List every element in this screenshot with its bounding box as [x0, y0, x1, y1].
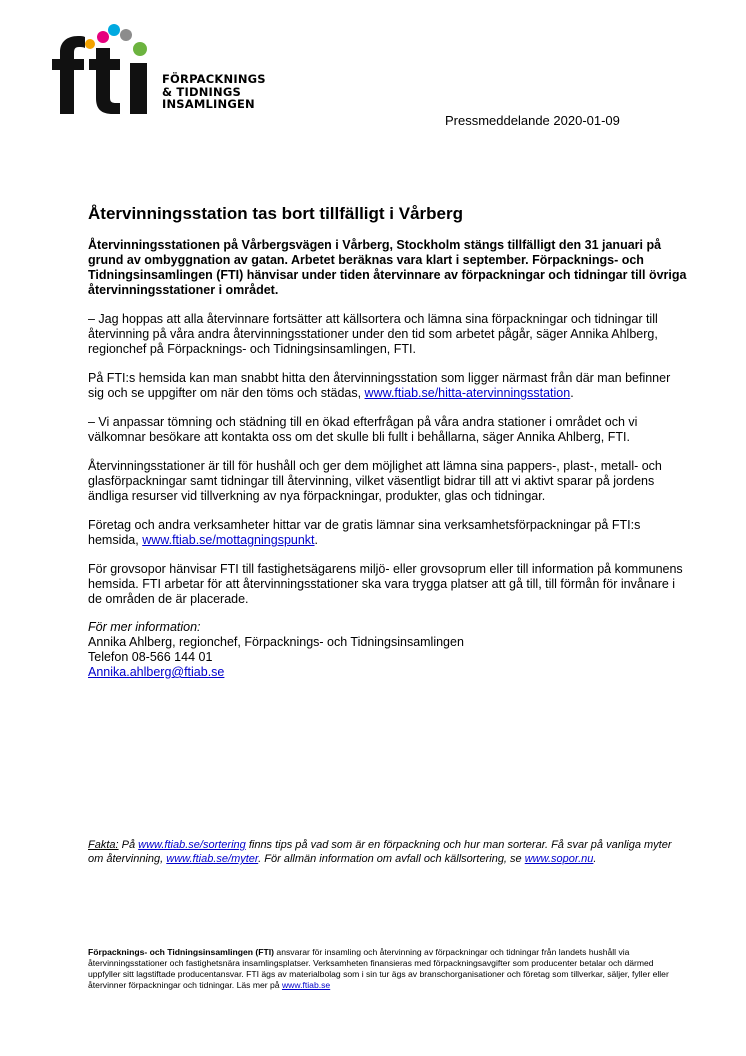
paragraph-6: För grovsopor hänvisar FTI till fastighetsägarens miljö- eller grovsoprum eller till information på kommunens hemsida. FTI arbetar för att återvinningsstationer ska vara trygga platser att gå till, till förmån för invånare i de områden de är placerade. — [88, 562, 683, 606]
logo-line-3: INSAMLINGEN — [162, 97, 255, 111]
sortering-link[interactable]: www.ftiab.se/sortering — [138, 839, 246, 851]
logo-dot-pink — [97, 31, 109, 43]
ftiab-link[interactable]: www.ftiab.se — [281, 980, 331, 990]
paragraph-5-text: Företag och andra verksamheter hittar var de gratis lämnar sina verksamhetsförpackningar på FTI:s hemsida, — [88, 518, 641, 547]
paragraph-4: Återvinningsstationer är till för hushåll och ger dem möjlighet att lämna sina pappers-, plast-, metall- och glasförpackningar samt tidningar till återvinning, vilket väsentligt bidrar till att vi aktivt sparar på jordens ändliga resurser vid tillverkning av nya förpackningar, produkter, glas och tidningar. — [88, 459, 662, 503]
contact-phone: Telefon 08-566 144 01 — [88, 650, 213, 664]
fakta-text-2: finns tips på vad som är en förpackning och hur man sorterar. Få svar på vanliga myter om återvinning, — [88, 839, 672, 865]
fakta-text-1: På — [118, 839, 139, 851]
fakta-box — [88, 838, 688, 866]
logo-dot-grey — [120, 29, 132, 41]
article-body — [88, 203, 688, 680]
contact-name: Annika Ahlberg, regionchef, Förpacknings- och Tidningsinsamlingen — [88, 635, 464, 649]
fakta-text-4: . — [593, 853, 597, 865]
logo-line-2: & TIDNINGS — [162, 84, 241, 99]
myter-link[interactable]: www.ftiab.se/myter — [166, 853, 259, 865]
logo-dot-orange — [85, 39, 95, 49]
article-title: Återvinningsstation tas bort tillfälligt i Vårberg — [88, 204, 463, 223]
contact-heading: För mer information: — [88, 620, 201, 634]
sopor-link[interactable]: www.sopor.nu — [524, 853, 594, 865]
footer-text: ansvarar för insamling och återvinning av förpackningar och tidningar från landets hushåll via återvinningsstationer och fastighetsnära insamlingsplatser. Verksamheten finansieras med förpackningsavgifter som producenter betalar och därmed uppfyller sitt lagstiftade producentansvar. FTI ägs av materialbolag som i sin tur ägs av branschorganisationer och företag som tillverkar, säljer, fyller eller återvinner förpackningar och tidningar. Läs mer på — [88, 947, 669, 990]
footer-about — [88, 947, 688, 991]
paragraph-3: – Vi anpassar tömning och städning till en ökad efterfrågan på våra andra stationer i området och vi välkomnar besökare att kontakta oss om det skulle bli fullt i behållarna, säger Annika Ahlberg, FTI. — [88, 415, 638, 444]
logo-letters — [52, 36, 147, 114]
paragraph-5-end: . — [314, 533, 319, 547]
fti-logo-mark — [50, 22, 162, 122]
lead-paragraph: Återvinningsstationen på Vårbergsvägen i Vårberg, Stockholm stängs tillfälligt den 31 januari på grund av ombyggnation av gatan. Arbetet beräknas vara klart i september. Förpacknings- och Tidningsinsamlingen (FTI) hänvisar under tiden återvinnare av förpackningar och tidningar till övriga återvinningsstationer i området. — [88, 238, 687, 297]
hitta-atervinningsstation-link[interactable]: www.ftiab.se/hitta-atervinningsstation — [364, 386, 571, 400]
fti-logo — [50, 22, 290, 122]
logo-line-1: FÖRPACKNINGS — [162, 72, 266, 86]
paragraph-1: – Jag hoppas att alla återvinnare fortsätter att källsortera och lämna sina förpackningar och tidningar till återvinning på våra andra återvinningsstationer under den tid som arbetet pågår, säger Annika Ahlberg, regionchef på Förpacknings- och Tidningsinsamlingen, FTI. — [88, 312, 658, 356]
contact-email-link[interactable]: Annika.ahlberg@ftiab.se — [88, 665, 225, 679]
paragraph-2 — [88, 371, 688, 401]
logo-dot-green — [133, 42, 147, 56]
footer-bold: Förpacknings- och Tidningsinsamlingen (FTI) — [88, 947, 275, 957]
paragraph-2-text: På FTI:s hemsida kan man snabbt hitta den återvinningsstation som ligger närmast från där man befinner sig och se uppgifter om när den töms och städas, — [88, 371, 671, 400]
logo-wordmark — [162, 73, 266, 111]
fakta-label: Fakta: — [88, 839, 119, 851]
contact-block — [88, 620, 688, 680]
logo-dot-blue — [108, 24, 120, 36]
paragraph-5 — [88, 518, 688, 548]
paragraph-2-end: . — [570, 386, 574, 400]
press-release-date: Pressmeddelande 2020-01-09 — [445, 113, 620, 128]
fakta-text-3: . För allmän information om avfall och källsortering, se — [258, 853, 525, 865]
mottagningspunkt-link[interactable]: www.ftiab.se/mottagningspunkt — [142, 533, 315, 547]
